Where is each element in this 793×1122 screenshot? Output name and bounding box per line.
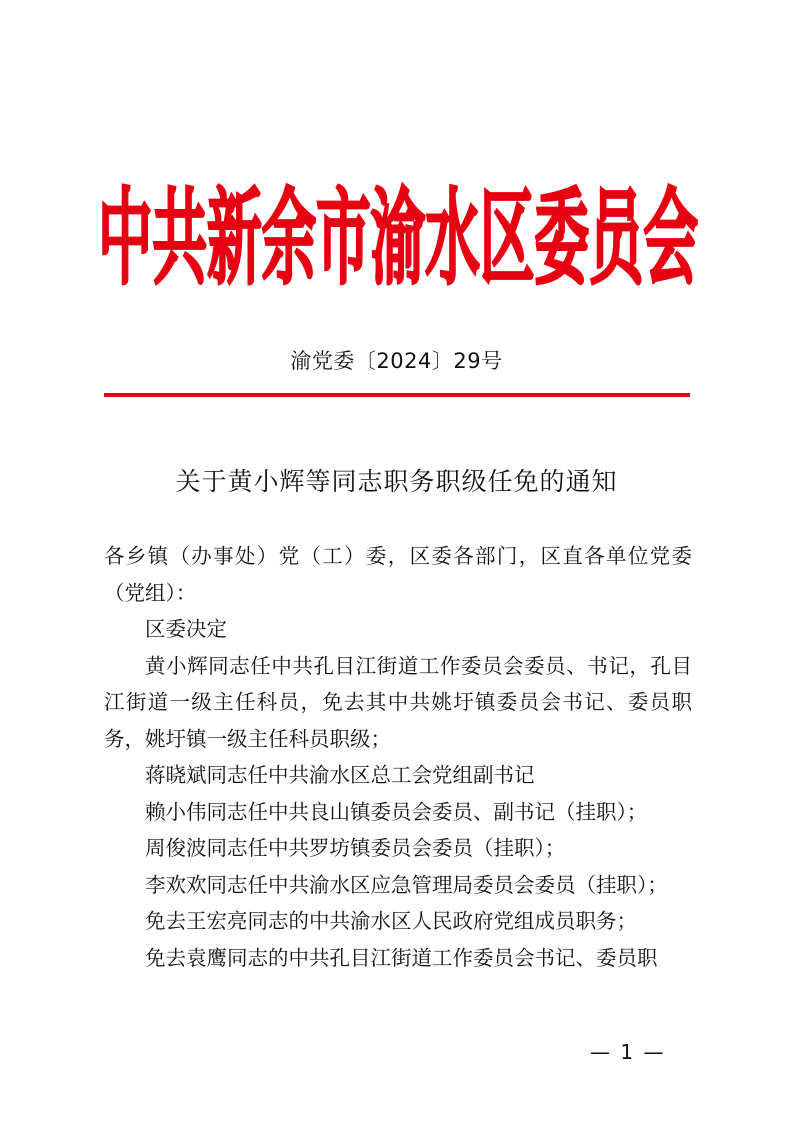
document-title: 关于黄小辉等同志职务职级任免的通知: [175, 467, 618, 496]
body-paragraph: 黄小辉同志任中共孔目江街道工作委员会委员、书记，孔目江街道一级主任科员，免去其中共姚圩镇委员会书记、委员职务，姚圩镇一级主任科员职级；: [104, 653, 692, 751]
document-number: 渝党委〔2024〕29号: [290, 349, 503, 373]
body-paragraph: 免去王宏亮同志的中共渝水区人民政府党组成员职务；: [145, 909, 637, 933]
body-paragraph: 免去袁鹰同志的中共孔目江街道工作委员会书记、委员职: [145, 945, 658, 970]
body-paragraph: 赖小伟同志任中共良山镇委员会委员、副书记（挂职）；: [145, 799, 648, 824]
body-paragraph: 李欢欢同志任中共渝水区应急管理局委员会委员（挂职）；: [145, 872, 668, 897]
red-separator-line: [104, 393, 690, 397]
document-header-title: [98, 168, 698, 298]
body-paragraph: 蒋晓斌同志任中共渝水区总工会党组副书记: [145, 763, 535, 787]
page-number: — 1 —: [590, 1040, 666, 1064]
body-paragraph: 周俊波同志任中共罗坊镇委员会委员（挂职）；: [145, 836, 566, 860]
body-paragraph: 区委决定: [145, 617, 227, 641]
header-org-name: 中共新余市渝水区委员会: [98, 177, 698, 298]
header-title-svg: [98, 168, 698, 298]
salutation: 各乡镇（办事处）党（工）委，区委各部门，区直各单位党委（党组）：: [104, 544, 692, 605]
document-body: [104, 538, 692, 976]
